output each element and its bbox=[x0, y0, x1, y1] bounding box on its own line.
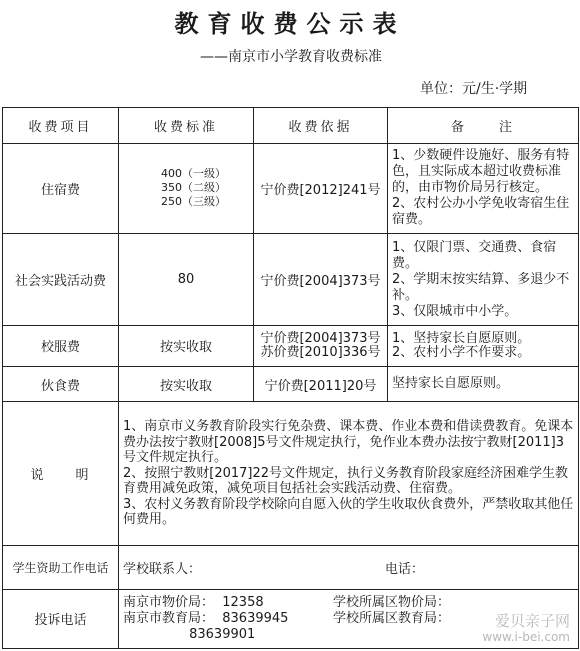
header-standard: 收费标准 bbox=[119, 108, 254, 144]
watermark-url: www.i-bei.com bbox=[482, 630, 570, 644]
header-row bbox=[3, 108, 579, 144]
basis-cell: 宁价费[2004]373号 bbox=[254, 234, 388, 326]
standard-cell: 按实收取 bbox=[119, 366, 254, 402]
header-note: 备 注 bbox=[388, 108, 579, 144]
table-row bbox=[3, 366, 579, 402]
item-cell: 校服费 bbox=[3, 326, 119, 367]
complaint-line-left: 南京市物价局： 12358 bbox=[123, 594, 264, 610]
complaint-line-right: 学校所属区教育局： bbox=[333, 610, 451, 626]
item-cell: 社会实践活动费 bbox=[3, 234, 119, 326]
complaint-line-right: 学校所属区物价局： bbox=[333, 594, 451, 610]
note-cell: 坚持家长自愿原则。 bbox=[388, 366, 579, 402]
explanation-label: 说 明 bbox=[3, 402, 119, 546]
basis-cell: 宁价费[2012]241号 bbox=[254, 143, 388, 234]
standard-cell: 80 bbox=[119, 234, 254, 326]
standard-level-3: 250（三级） bbox=[161, 195, 226, 209]
watermark-text: 爱贝亲子网 bbox=[494, 612, 570, 630]
watermark bbox=[482, 613, 570, 645]
aid-phone-content bbox=[119, 546, 579, 590]
table-row bbox=[3, 234, 579, 326]
item-cell: 住宿费 bbox=[3, 143, 119, 234]
explanation-row bbox=[3, 402, 579, 546]
standard-level-2: 350（二级） bbox=[161, 181, 226, 195]
unit-label: 单位：元/生·学期 bbox=[420, 81, 528, 97]
basis-line: 苏价费[2010]336号 bbox=[260, 344, 381, 360]
standard-cell: 按实收取 bbox=[119, 326, 254, 367]
header-item: 收费项目 bbox=[3, 108, 119, 144]
page-subtitle: ——南京市小学教育收费标准 bbox=[200, 49, 382, 65]
school-contact-label: 学校联系人： bbox=[123, 561, 202, 577]
basis-cell: 宁价费[2011]20号 bbox=[254, 366, 388, 402]
page-title: 教育收费公示表 bbox=[174, 10, 406, 38]
table-row bbox=[3, 326, 579, 367]
standard-cell bbox=[119, 143, 254, 234]
header-basis: 收费依据 bbox=[254, 108, 388, 144]
phone-label: 电话： bbox=[384, 561, 424, 577]
explanation-text bbox=[119, 402, 579, 546]
note-cell: 1、坚持家长自愿原则。 2、农村小学不作要求。 bbox=[388, 326, 579, 367]
note-cell: 1、少数硬件设施好、服务有特色，且实际成本超过收费标准的，由市物价局另行核定。 2、农村公办小学免收寄宿生住宿费。 bbox=[388, 143, 579, 234]
aid-phone-row bbox=[3, 546, 579, 590]
explanation-paragraph: 2、按照宁教财[2017]22号文件规定，执行义务教育阶段家庭经济困难学生教育费用减免政策，减免项目包括社会实践活动费、住宿费。 bbox=[123, 465, 569, 497]
table-row bbox=[3, 143, 579, 234]
complaint-line-left: 南京市教育局： 83639945 bbox=[123, 610, 289, 626]
fee-table bbox=[2, 107, 579, 649]
basis-cell bbox=[254, 326, 388, 367]
complaint-phone-label: 投诉电话 bbox=[3, 589, 119, 648]
explanation-paragraph: 1、南京市义务教育阶段实行免杂费、课本费、作业本费和借读费教育。免课本费办法按宁教财[2008]5号文件规定执行，免作业本费办法按宁教财[2011]3号文件规定执行。 bbox=[123, 419, 574, 466]
item-cell: 伙食费 bbox=[3, 366, 119, 402]
explanation-paragraph: 3、农村义务教育阶段学校除向自愿入伙的学生收取伙食费外，严禁收取其他任何费用。 bbox=[123, 496, 574, 528]
note-cell: 1、仅限门票、交通费、食宿费。 2、学期末按实结算、多退少不补。 3、仅限城市中小学。 bbox=[388, 234, 579, 326]
complaint-line-left: 83639901 bbox=[123, 626, 256, 642]
aid-phone-label: 学生资助工作电话 bbox=[3, 546, 119, 590]
standard-level-1: 400（一级） bbox=[161, 167, 226, 181]
basis-line: 宁价费[2004]373号 bbox=[260, 330, 381, 346]
